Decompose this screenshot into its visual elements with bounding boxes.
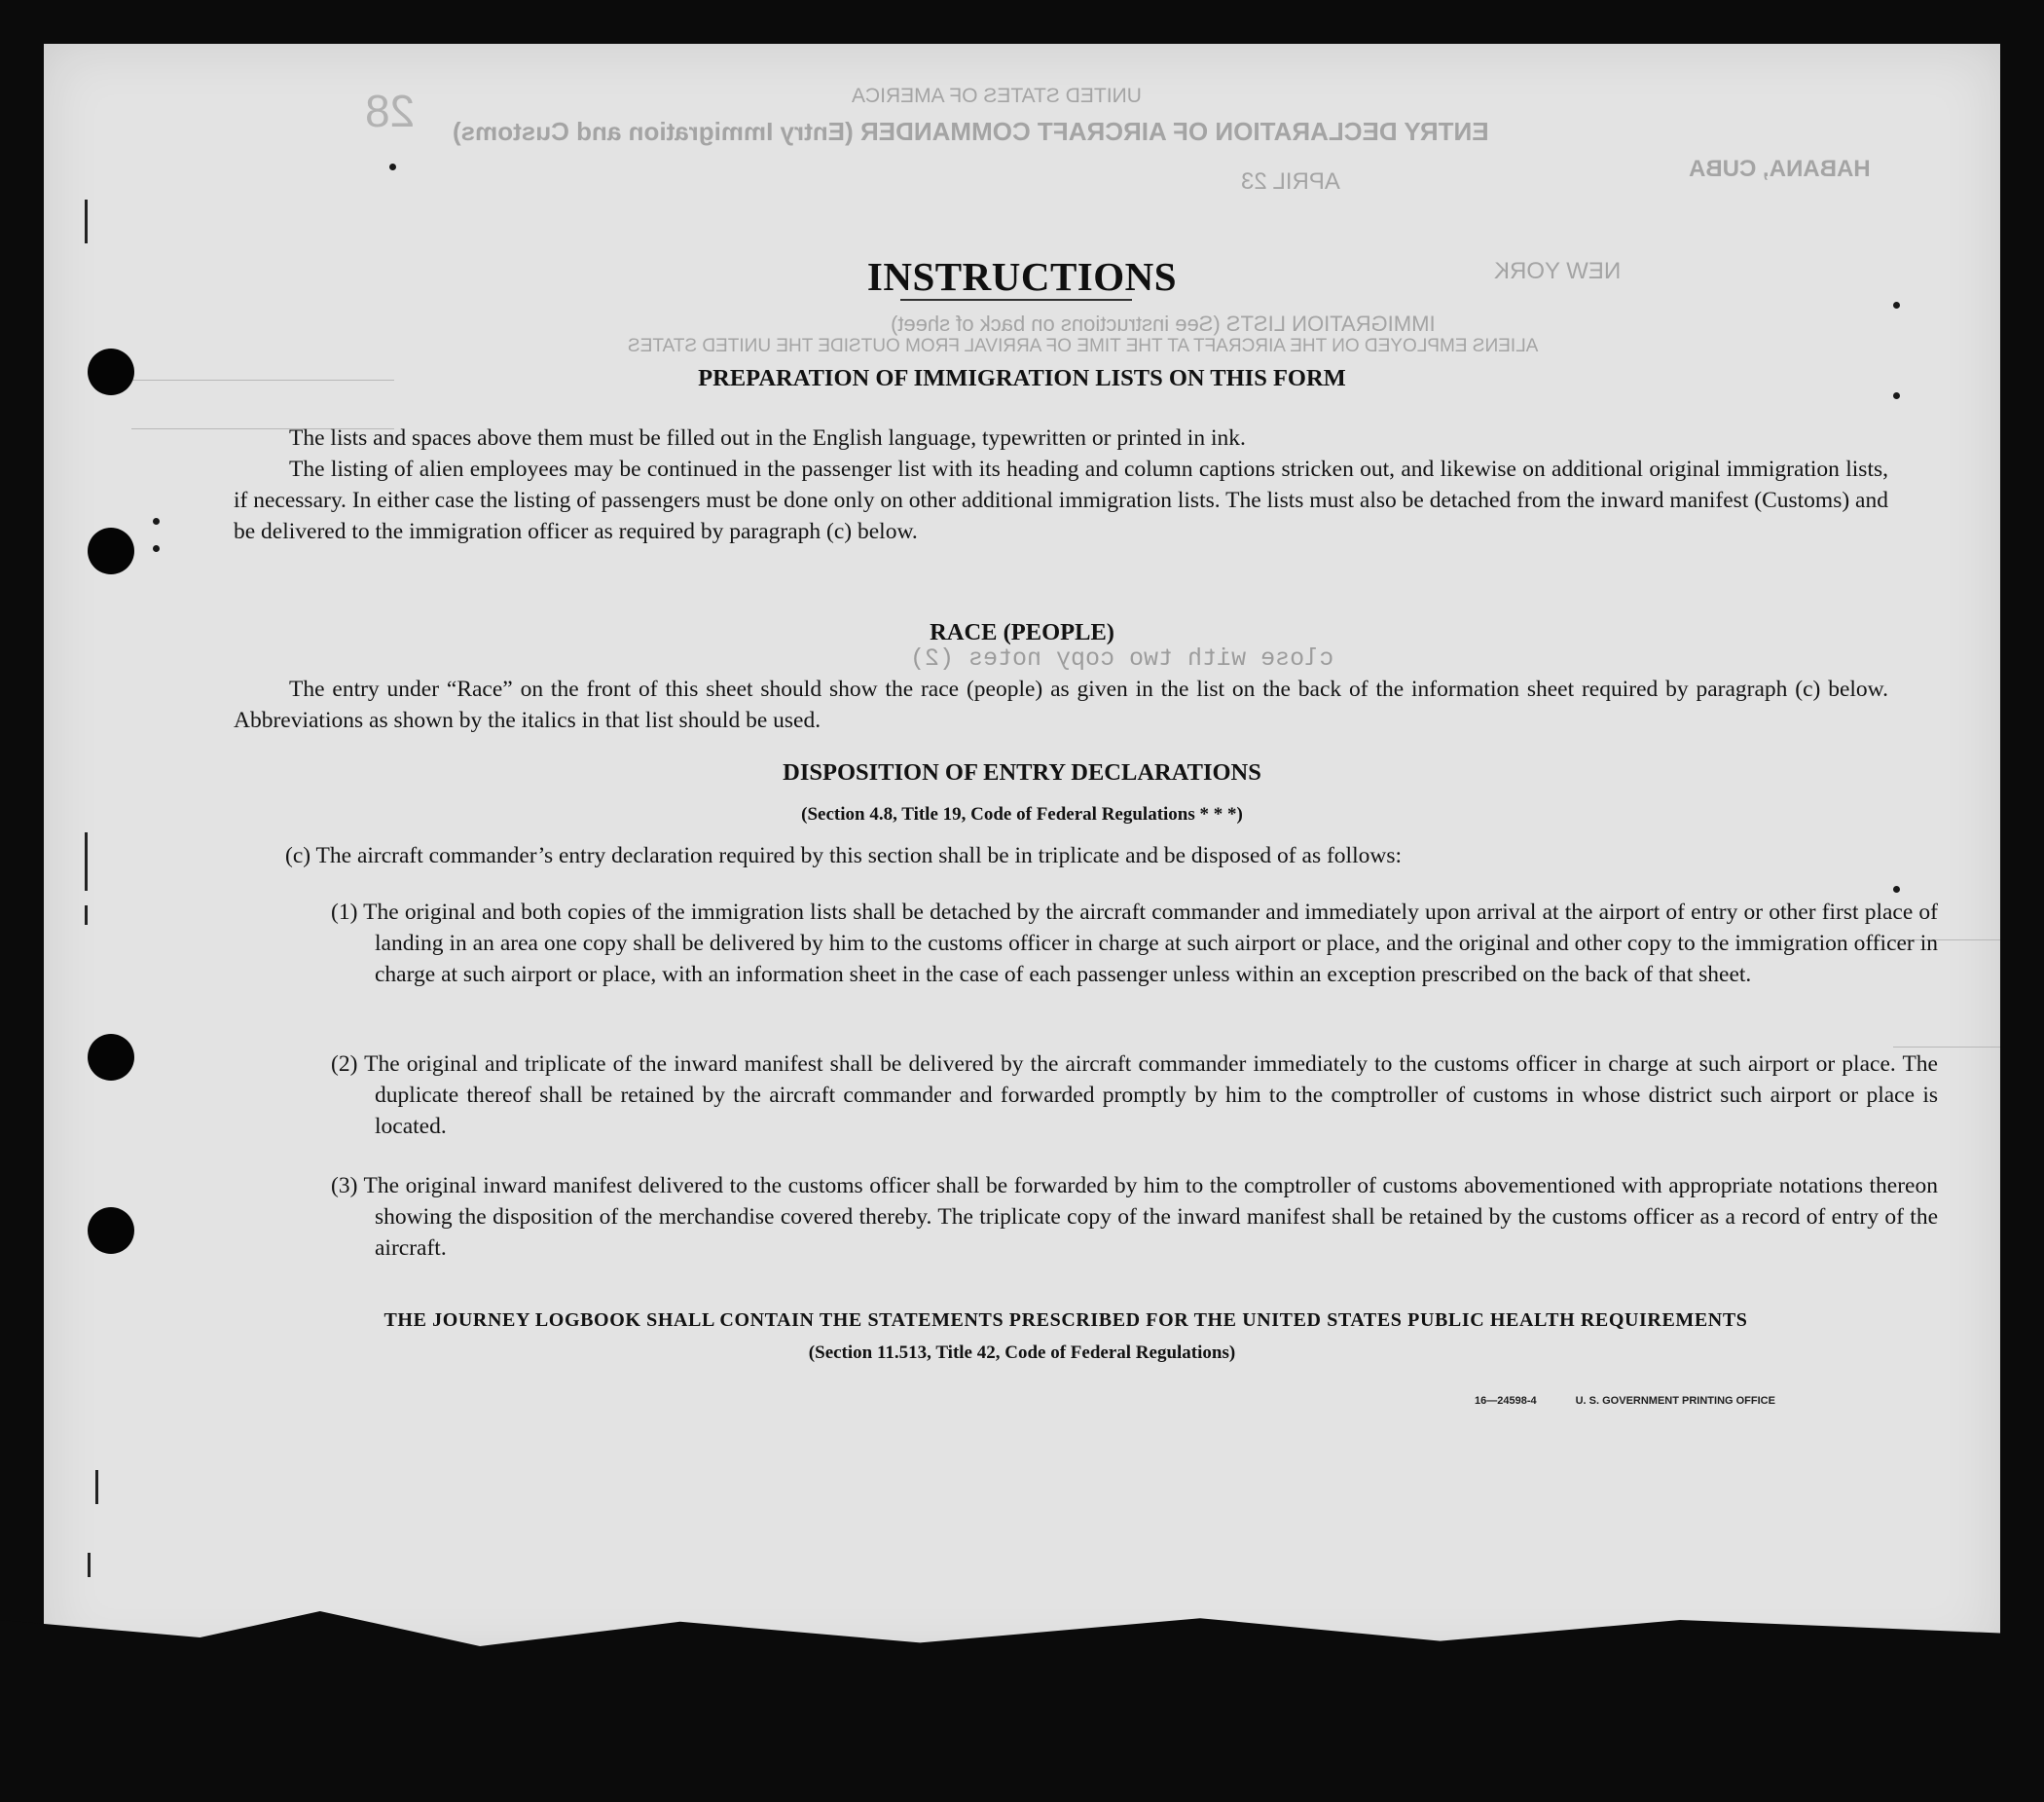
margin-tick — [85, 905, 88, 925]
punch-hole — [88, 1207, 134, 1254]
bleed-through-rule — [1893, 1047, 2000, 1048]
bleed-through-lists-label: IMMIGRATION LISTS (See instructions on back of sheet) — [891, 312, 1436, 336]
bleed-through-aliens-label: ALIENS EMPLOYED ON THE AIRCRAFT AT THE TIME OF ARRIVAL FROM OUTSIDE THE UNITED STATES — [628, 336, 1539, 356]
public-health-citation: (Section 11.513, Title 42, Code of Federal Regulations) — [808, 1342, 1236, 1363]
bleed-through-page-number: 28 — [365, 86, 416, 136]
title-underline — [900, 299, 1132, 301]
section-heading-race: RACE (PEOPLE) — [930, 619, 1114, 645]
bleed-through-place: HABANA, CUBA — [1689, 156, 1871, 182]
margin-tick — [88, 1553, 91, 1577]
printing-imprint — [1475, 1395, 1814, 1407]
margin-tick — [85, 200, 88, 243]
paragraph-race: The entry under “Race” on the front of this sheet should show the race (people) as given in the list on the back of the information sheet required by paragraph (c) below. Abbreviations as shown by the italics in that list should be used. — [234, 677, 1888, 733]
speck — [1893, 302, 1900, 309]
public-health-statement: THE JOURNEY LOGBOOK SHALL CONTAIN THE STATEMENTS PRESCRIBED FOR THE UNITED STATES PUBLIC HEALTH REQUIREMENTS — [383, 1309, 1748, 1331]
bleed-through-header-line1: UNITED STATES OF AMERICA — [852, 85, 1142, 107]
section-citation-disposition: (Section 4.8, Title 19, Code of Federal Regulations * * *) — [801, 804, 1243, 825]
bleed-through-destination: NEW YORK — [1494, 258, 1622, 284]
speck — [153, 545, 160, 552]
document-page — [44, 44, 2000, 1660]
speck — [1893, 886, 1900, 893]
list-item-disposition-1: (1) The original and both copies of the immigration lists shall be detached by the aircraft commander and immediately upon arrival at the airport of entry or other first place of landing in an area one copy shall be delivered by him to the customs officer in charge at such airport or place, and the original and other copy to the immigration officer in charge at such airport or place, with an information sheet in the case of each passenger unless within an exception prescribed on the back of that sheet. — [331, 900, 1938, 987]
list-item-disposition-2: (2) The original and triplicate of the inward manifest shall be delivered by the aircraft commander immediately to the customs officer in charge at such airport or place. The duplicate thereof shall be retained by the aircraft commander and forwarded promptly by him to the comptroller of customs in whose district such airport or place is located. — [331, 1051, 1938, 1139]
printer-name: U. S. GOVERNMENT PRINTING OFFICE — [1575, 1395, 1775, 1407]
section-heading-disposition: DISPOSITION OF ENTRY DECLARATIONS — [783, 759, 1261, 786]
punch-hole — [88, 1034, 134, 1081]
page-title: INSTRUCTIONS — [866, 254, 1178, 299]
punch-hole — [88, 528, 134, 574]
speck — [389, 164, 396, 170]
bleed-through-header-line2: ENTRY DECLARATION OF AIRCRAFT COMMANDER (Entry Immigration and Customs) — [453, 117, 1489, 146]
speck — [153, 518, 160, 525]
margin-tick — [85, 832, 88, 891]
bleed-through-date: APRIL 23 — [1241, 168, 1340, 195]
speck — [1893, 392, 1900, 399]
paragraph-language: The lists and spaces above them must be filled out in the English language, typewritten or printed in ink. — [289, 425, 1246, 451]
paragraph-alien-employees: The listing of alien employees may be continued in the passenger list with its heading and column captions stricken out, and likewise on additional original immigration lists, if necessary. In either case the listing of passengers must be done only on other additional immigration lists. The lists must also be detached from the inward manifest (Customs) and be delivered to the immigration officer as required by paragraph (c) below. — [234, 457, 1888, 544]
bleed-through-handwritten-note: close with two copy notes (2) — [910, 644, 1334, 673]
section-heading-preparation: PREPARATION OF IMMIGRATION LISTS ON THIS FORM — [698, 365, 1346, 391]
form-number: 16—24598-4 — [1475, 1395, 1537, 1407]
margin-tick — [95, 1470, 98, 1504]
paragraph-disposition-intro: (c) The aircraft commander’s entry declaration required by this section shall be in triplicate and be disposed of as follows: — [285, 843, 1402, 868]
list-item-disposition-3: (3) The original inward manifest delivered to the customs officer shall be forwarded by him to the comptroller of customs abovementioned with appropriate notations thereon showing the disposition of the merchandise covered thereby. The triplicate copy of the inward manifest shall be retained by the customs officer as a record of entry of the aircraft. — [331, 1173, 1938, 1261]
